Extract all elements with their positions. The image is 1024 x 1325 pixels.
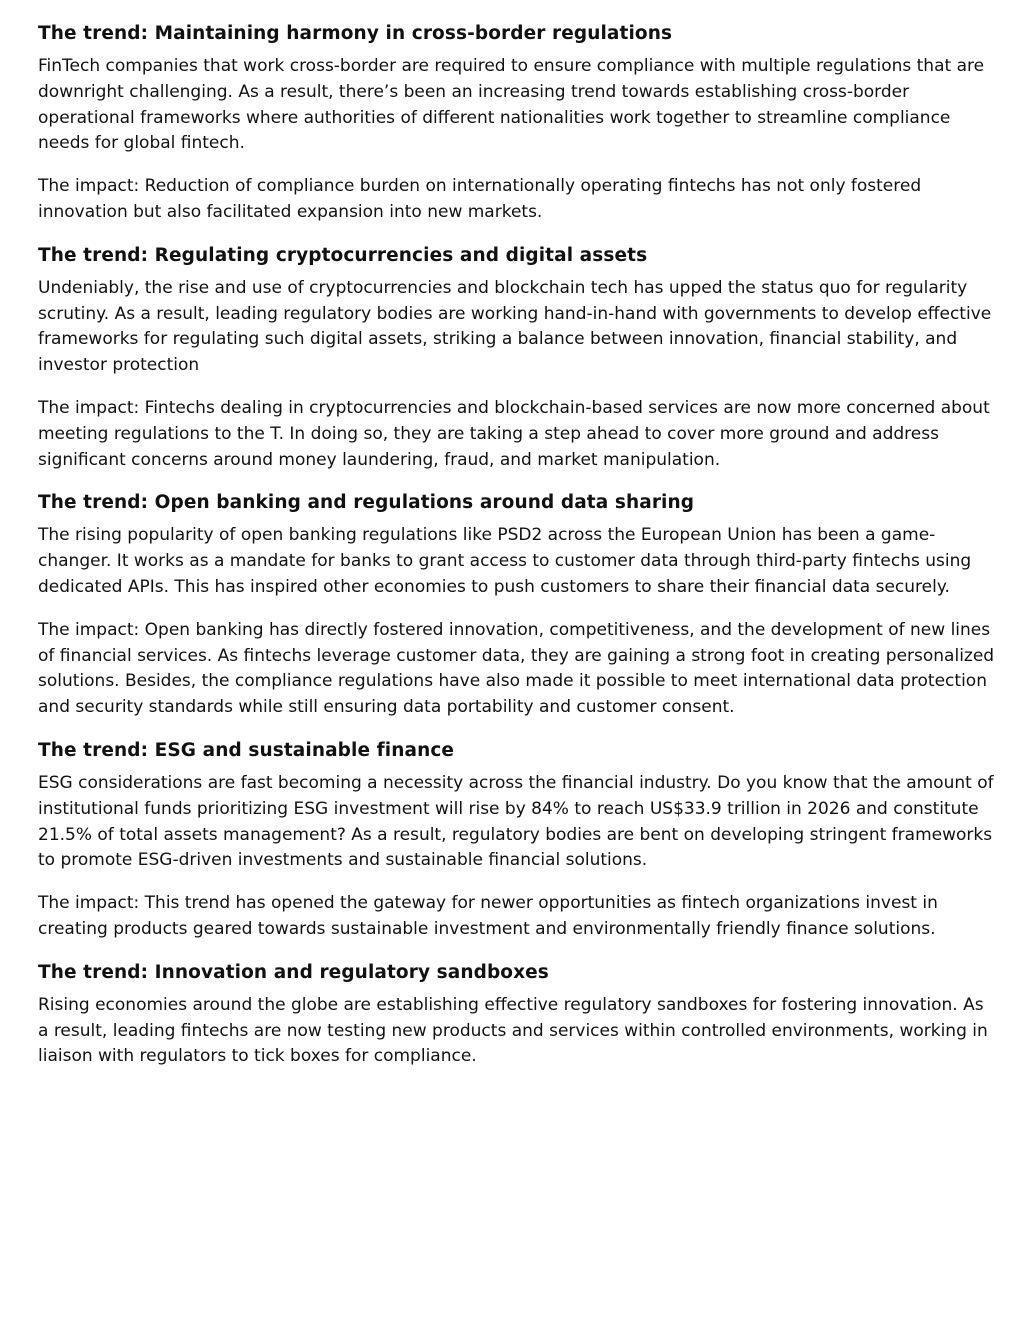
section-heading: The trend: ESG and sustainable finance: [38, 739, 455, 761]
section-heading: The trend: Open banking and regulations around data sharing: [38, 492, 695, 514]
section-paragraph: ESG considerations are fast becoming a necessity across the financial industry. Do you know that the amount of institutional funds prioritizing ESG investment will rise by 84% to reach US$33.9 trillion in 2026 and constitute 21.5% of total assets management? As a result, regulatory bodies are bent on developing stringent frameworks to promote ESG-driven investments and sustainable financial solutions.: [38, 772, 994, 871]
section-heading: The trend: Maintaining harmony in cross-border regulations: [38, 23, 673, 44]
section-crypto-regulation: [38, 243, 998, 474]
impact-paragraph: The impact: Fintechs dealing in cryptocurrencies and blockchain-based services are now more concerned about meeting regulations to the T. In doing so, they are taking a step ahead to cover more ground and address significant concerns around money laundering, fraud, and market manipulation.: [38, 397, 990, 470]
section-paragraph: Undeniably, the rise and use of cryptocurrencies and blockchain tech has upped the status quo for regularity scrutiny. As a result, leading regulatory bodies are working hand-in-hand with governments to develop effective frameworks for regulating such digital assets, striking a balance between innovation, financial stability, and investor protection: [38, 277, 992, 376]
section-regulatory-sandboxes: [38, 960, 998, 1070]
section-esg-finance: [38, 738, 998, 943]
impact-paragraph: The impact: Open banking has directly fostered innovation, competitiveness, and the development of new lines of financial services. As fintechs leverage customer data, they are gaining a strong foot in creating personalized solutions. Besides, the compliance regulations have also made it possible to meet international data protection and security standards while still ensuring data portability and customer consent.: [38, 619, 995, 718]
impact-paragraph: The impact: Reduction of compliance burden on internationally operating fintechs has not only fostered innovation but also facilitated expansion into new markets.: [38, 176, 922, 222]
section-heading: The trend: Innovation and regulatory sandboxes: [38, 961, 549, 983]
section-open-banking: [38, 490, 998, 721]
section-heading: The trend: Regulating cryptocurrencies and digital assets: [38, 244, 648, 266]
section-paragraph: Rising economies around the globe are establishing effective regulatory sandboxes for fostering innovation. As a result, leading fintechs are now testing new products and services within controlled environments, working in liaison with regulators to tick boxes for compliance.: [38, 994, 988, 1067]
section-cross-border-regulations: [38, 21, 998, 226]
section-paragraph: The rising popularity of open banking regulations like PSD2 across the European Union has been a game-changer. It works as a mandate for banks to grant access to customer data through third-party fintechs using dedicated APIs. This has inspired other economies to push customers to share their financial data securely.: [38, 525, 972, 597]
impact-paragraph: The impact: This trend has opened the gateway for newer opportunities as fintech organizations invest in creating products geared towards sustainable investment and environmentally friendly finance solutions.: [38, 893, 938, 939]
section-paragraph: FinTech companies that work cross-border are required to ensure compliance with multiple regulations that are downright challenging. As a result, there’s been an increasing trend towards establishing cross-border operational frameworks where authorities of different nationalities work together to streamline compliance needs for global fintech.: [38, 56, 985, 154]
